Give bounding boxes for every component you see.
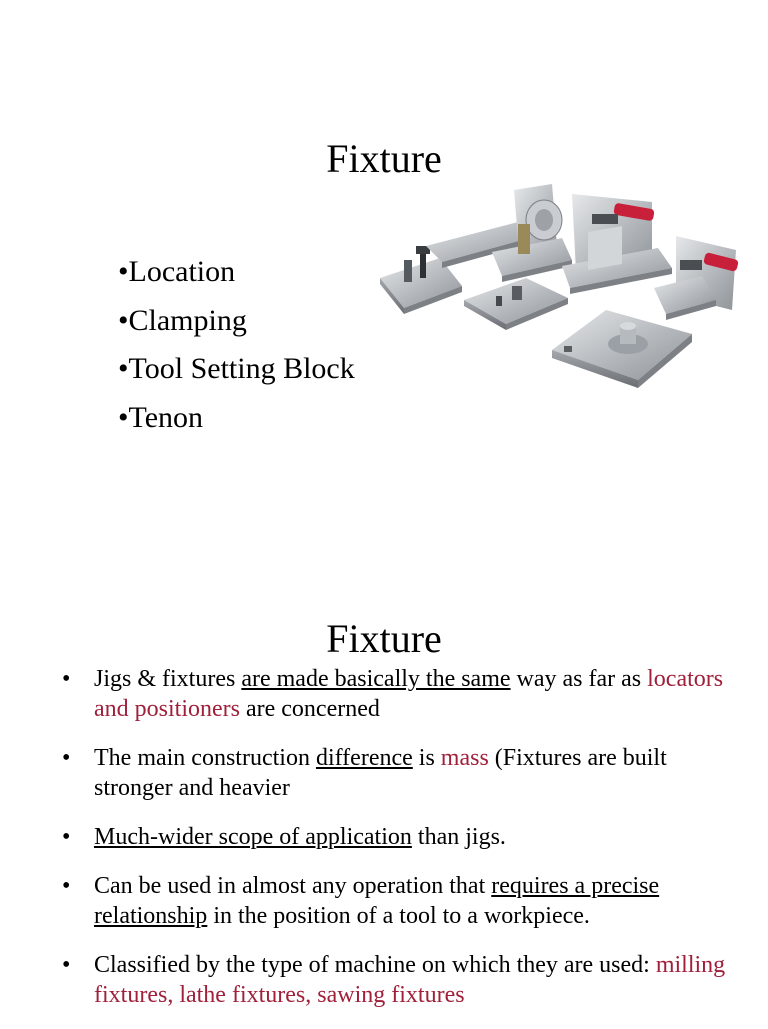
bullet-marker: • bbox=[118, 352, 129, 386]
bullet-text: (Fixtures are built stronger and heavier bbox=[94, 745, 667, 801]
bullet-text: are concerned bbox=[239, 696, 380, 722]
bullet-text: than jigs. bbox=[411, 824, 506, 850]
bullet-clamping bbox=[118, 297, 355, 346]
underlined-text: requires a precise relationship bbox=[94, 873, 660, 929]
bullet-marker: • bbox=[118, 303, 129, 337]
bullet-text: is bbox=[412, 745, 441, 771]
bullet-text: Tool Setting Block bbox=[128, 352, 355, 386]
bullet-construction-difference bbox=[62, 743, 742, 803]
slide-1-title: Fixture bbox=[326, 136, 442, 181]
bullet-precise-relationship bbox=[62, 871, 742, 931]
bullet-location bbox=[118, 248, 355, 297]
highlighted-text: milling fixtures, lathe fixtures, sawing fixtures bbox=[94, 952, 726, 1008]
bullet-marker: • bbox=[62, 666, 71, 692]
bullet-text: Tenon bbox=[128, 400, 204, 434]
bullet-marker: • bbox=[62, 952, 71, 978]
bullet-wider-scope bbox=[62, 822, 742, 852]
bullet-tool-setting-block bbox=[118, 345, 355, 394]
fixture-plate-bottom bbox=[552, 310, 692, 388]
underlined-text: are made basically the same bbox=[241, 666, 511, 692]
fixture-plate-middle bbox=[464, 278, 568, 330]
bullet-marker: • bbox=[62, 745, 71, 771]
bullet-text: Can be used in almost any operation that bbox=[94, 873, 492, 899]
bullet-classified bbox=[62, 950, 742, 1010]
bullet-text: Clamping bbox=[128, 303, 247, 337]
highlighted-text: locators and positioners bbox=[94, 666, 724, 722]
bullet-text: Classified by the type of machine on which they are used: bbox=[94, 952, 656, 978]
bullet-marker: • bbox=[118, 255, 129, 288]
bullet-marker: • bbox=[62, 824, 71, 850]
underlined-text: difference bbox=[315, 745, 413, 771]
bullet-text: Jigs & fixtures bbox=[94, 666, 242, 692]
bullet-text: Location bbox=[128, 255, 236, 288]
fixture-toggle-clamp bbox=[562, 194, 672, 294]
slide-2-title: Fixture bbox=[326, 616, 442, 661]
slide-2 bbox=[0, 560, 768, 1024]
slide-2-bullet-list bbox=[62, 664, 742, 1029]
slide-1-bullet-list bbox=[118, 248, 355, 442]
highlighted-text: mass bbox=[440, 745, 489, 771]
bullet-text: The main construction bbox=[94, 745, 316, 771]
bullet-marker: • bbox=[118, 400, 129, 434]
bullet-jigs-fixtures bbox=[62, 664, 742, 724]
bullet-tenon bbox=[118, 394, 355, 443]
underlined-text: Much-wider scope of application bbox=[94, 824, 412, 850]
fixture-right-clamp bbox=[654, 236, 739, 320]
fixture-photo bbox=[376, 180, 748, 418]
bullet-text: way as far as bbox=[510, 666, 648, 692]
bullet-text: in the position of a tool to a workpiece. bbox=[207, 903, 590, 929]
bullet-marker: • bbox=[62, 873, 71, 899]
